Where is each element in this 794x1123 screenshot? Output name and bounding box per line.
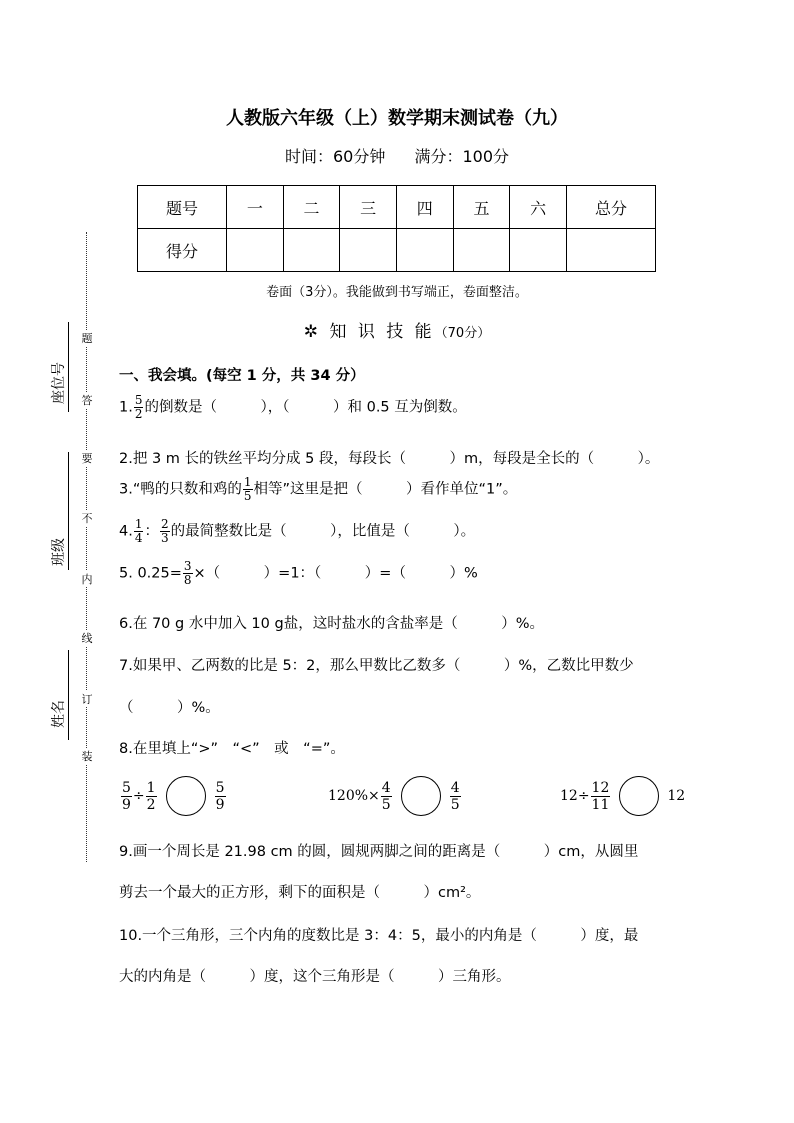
numerator: 5 bbox=[215, 779, 225, 796]
answer-circle[interactable] bbox=[619, 776, 659, 816]
question-2: 2.把 3 m 长的铁丝平均分成 5 段，每段长（ ）m，每段是全长的（ ）。 bbox=[119, 451, 660, 467]
header-cell: 四 bbox=[396, 186, 453, 229]
numerator: 2 bbox=[160, 517, 169, 531]
q4-text: 的最简整数比是（ ），比值是（ ）。 bbox=[170, 523, 476, 540]
numerator: 1 bbox=[146, 779, 156, 796]
question-8: 8.在里填上“>” “<” 或 “=”。 bbox=[119, 741, 345, 757]
score-input-cell[interactable] bbox=[340, 229, 397, 272]
denominator: 5 bbox=[381, 796, 391, 813]
answer-circle[interactable] bbox=[401, 776, 441, 816]
fraction bbox=[381, 780, 392, 813]
question-9-line-1: 9.画一个周长是 21.98 cm 的圆，圆规两脚之间的距离是（ ）cm，从圆里 bbox=[119, 844, 639, 860]
margin-char: 答 bbox=[81, 394, 93, 407]
expression-prefix: 120%× bbox=[328, 788, 380, 804]
binding-line bbox=[86, 232, 87, 862]
margin-char: 线 bbox=[81, 632, 93, 645]
question-9-line-2: 剪去一个最大的正方形，剩下的面积是（ ）cm²。 bbox=[119, 885, 481, 901]
margin-char: 不 bbox=[81, 512, 93, 525]
q5-text-pre: 5. 0.25= bbox=[119, 565, 182, 582]
ratio-colon: ： bbox=[144, 523, 159, 540]
score-input-cell[interactable] bbox=[283, 229, 340, 272]
section-title bbox=[0, 317, 794, 342]
division-sign: ÷ bbox=[132, 788, 145, 804]
score-input-cell[interactable] bbox=[396, 229, 453, 272]
denominator: 9 bbox=[122, 796, 131, 813]
question-3 bbox=[119, 476, 517, 503]
question-10-line-1: 10.一个三角形，三个内角的度数比是 3：4：5，最小的内角是（ ）度，最 bbox=[119, 928, 639, 944]
q3-text-post: 相等”这里是把（ ）看作单位“1”。 bbox=[253, 481, 518, 498]
question-4 bbox=[119, 518, 475, 545]
margin-char: 订 bbox=[81, 693, 93, 706]
q3-text-pre: 3.“鸭的只数和鸡的 bbox=[119, 481, 242, 498]
fraction bbox=[243, 476, 253, 503]
numerator: 5 bbox=[134, 393, 143, 407]
expression-prefix: 12÷ bbox=[560, 788, 590, 804]
part1-heading: 一、我会填。(每空 1 分，共 34 分） bbox=[119, 368, 365, 384]
denominator: 2 bbox=[146, 796, 156, 813]
margin-char: 题 bbox=[81, 332, 93, 345]
header-cell: 六 bbox=[510, 186, 567, 229]
class-field[interactable] bbox=[46, 452, 70, 570]
compare-value: 12 bbox=[667, 788, 686, 804]
seat-number-line bbox=[68, 322, 69, 412]
header-cell: 三 bbox=[340, 186, 397, 229]
denominator: 9 bbox=[215, 796, 225, 813]
margin-char: 装 bbox=[81, 750, 93, 763]
name-field[interactable] bbox=[46, 650, 70, 740]
name-label: 姓名 bbox=[51, 700, 67, 728]
numerator: 4 bbox=[381, 779, 391, 796]
compare-item-1 bbox=[120, 776, 227, 816]
flower-icon: ✲ bbox=[303, 322, 322, 342]
score-input-cell[interactable] bbox=[567, 229, 656, 272]
seat-number-label: 座位号 bbox=[51, 362, 67, 404]
q5-text-post: ×（ ）=1：（ ）=（ ）% bbox=[193, 565, 478, 582]
header-cell: 二 bbox=[283, 186, 340, 229]
denominator: 2 bbox=[134, 407, 143, 421]
question-1 bbox=[119, 394, 467, 421]
denominator: 5 bbox=[450, 796, 460, 813]
numerator: 5 bbox=[122, 779, 131, 796]
fraction bbox=[134, 394, 144, 421]
score-input-cell[interactable] bbox=[227, 229, 284, 272]
header-cell: 五 bbox=[453, 186, 510, 229]
question-7-line-2: （ ）%。 bbox=[119, 700, 220, 716]
section-name: 知 识 技 能 bbox=[329, 322, 435, 342]
numerator: 3 bbox=[183, 559, 192, 573]
denominator: 11 bbox=[591, 796, 610, 813]
time-limit: 时间：60分钟 bbox=[284, 147, 386, 166]
denominator: 8 bbox=[183, 573, 192, 587]
margin-char: 要 bbox=[81, 452, 93, 465]
question-5 bbox=[119, 560, 478, 587]
question-6: 6.在 70 g 水中加入 10 g盐，这时盐水的含盐率是（ ）%。 bbox=[119, 616, 544, 632]
name-line bbox=[68, 650, 69, 740]
fraction bbox=[591, 780, 611, 813]
fraction bbox=[121, 780, 132, 813]
compare-item-3 bbox=[560, 776, 685, 816]
question-10-line-2: 大的内角是（ ）度，这个三角形是（ ）三角形。 bbox=[119, 969, 511, 985]
score-input-cell[interactable] bbox=[453, 229, 510, 272]
exam-title: 人教版六年级（上）数学期末测试卷（九） bbox=[226, 108, 568, 129]
header-cell: 题号 bbox=[138, 186, 227, 229]
q1-number: 1. bbox=[119, 399, 133, 416]
score-input-cell[interactable] bbox=[510, 229, 567, 272]
answer-circle[interactable] bbox=[166, 776, 206, 816]
full-score: 满分：100分 bbox=[414, 147, 509, 166]
numerator: 4 bbox=[450, 779, 460, 796]
exam-info bbox=[0, 144, 794, 167]
fraction bbox=[160, 518, 170, 545]
seat-number-field[interactable] bbox=[46, 322, 70, 412]
fraction bbox=[215, 780, 226, 813]
compare-item-2 bbox=[328, 776, 462, 816]
header-cell: 总分 bbox=[567, 186, 656, 229]
fraction bbox=[134, 518, 144, 545]
score-label-cell: 得分 bbox=[138, 229, 227, 272]
denominator: 3 bbox=[160, 531, 169, 545]
fraction bbox=[450, 780, 461, 813]
numerator: 12 bbox=[591, 779, 610, 796]
numerator: 1 bbox=[243, 475, 252, 489]
header-cell: 一 bbox=[227, 186, 284, 229]
section-points: （70分） bbox=[434, 326, 491, 341]
margin-char: 内 bbox=[81, 573, 93, 586]
class-label: 班级 bbox=[51, 538, 67, 566]
question-7-line-1: 7.如果甲、乙两数的比是 5：2，那么甲数比乙数多（ ）%，乙数比甲数少 bbox=[119, 658, 634, 674]
fraction bbox=[146, 780, 157, 813]
q4-number: 4. bbox=[119, 523, 133, 540]
denominator: 5 bbox=[243, 489, 252, 503]
denominator: 4 bbox=[134, 531, 143, 545]
numerator: 1 bbox=[134, 517, 143, 531]
class-line bbox=[68, 452, 69, 570]
fraction bbox=[183, 560, 193, 587]
score-table bbox=[137, 185, 656, 272]
q1-text: 的倒数是（ ），（ ）和 0.5 互为倒数。 bbox=[144, 399, 467, 416]
neatness-note: 卷面（3分）。我能做到书写端正，卷面整洁。 bbox=[266, 285, 528, 300]
